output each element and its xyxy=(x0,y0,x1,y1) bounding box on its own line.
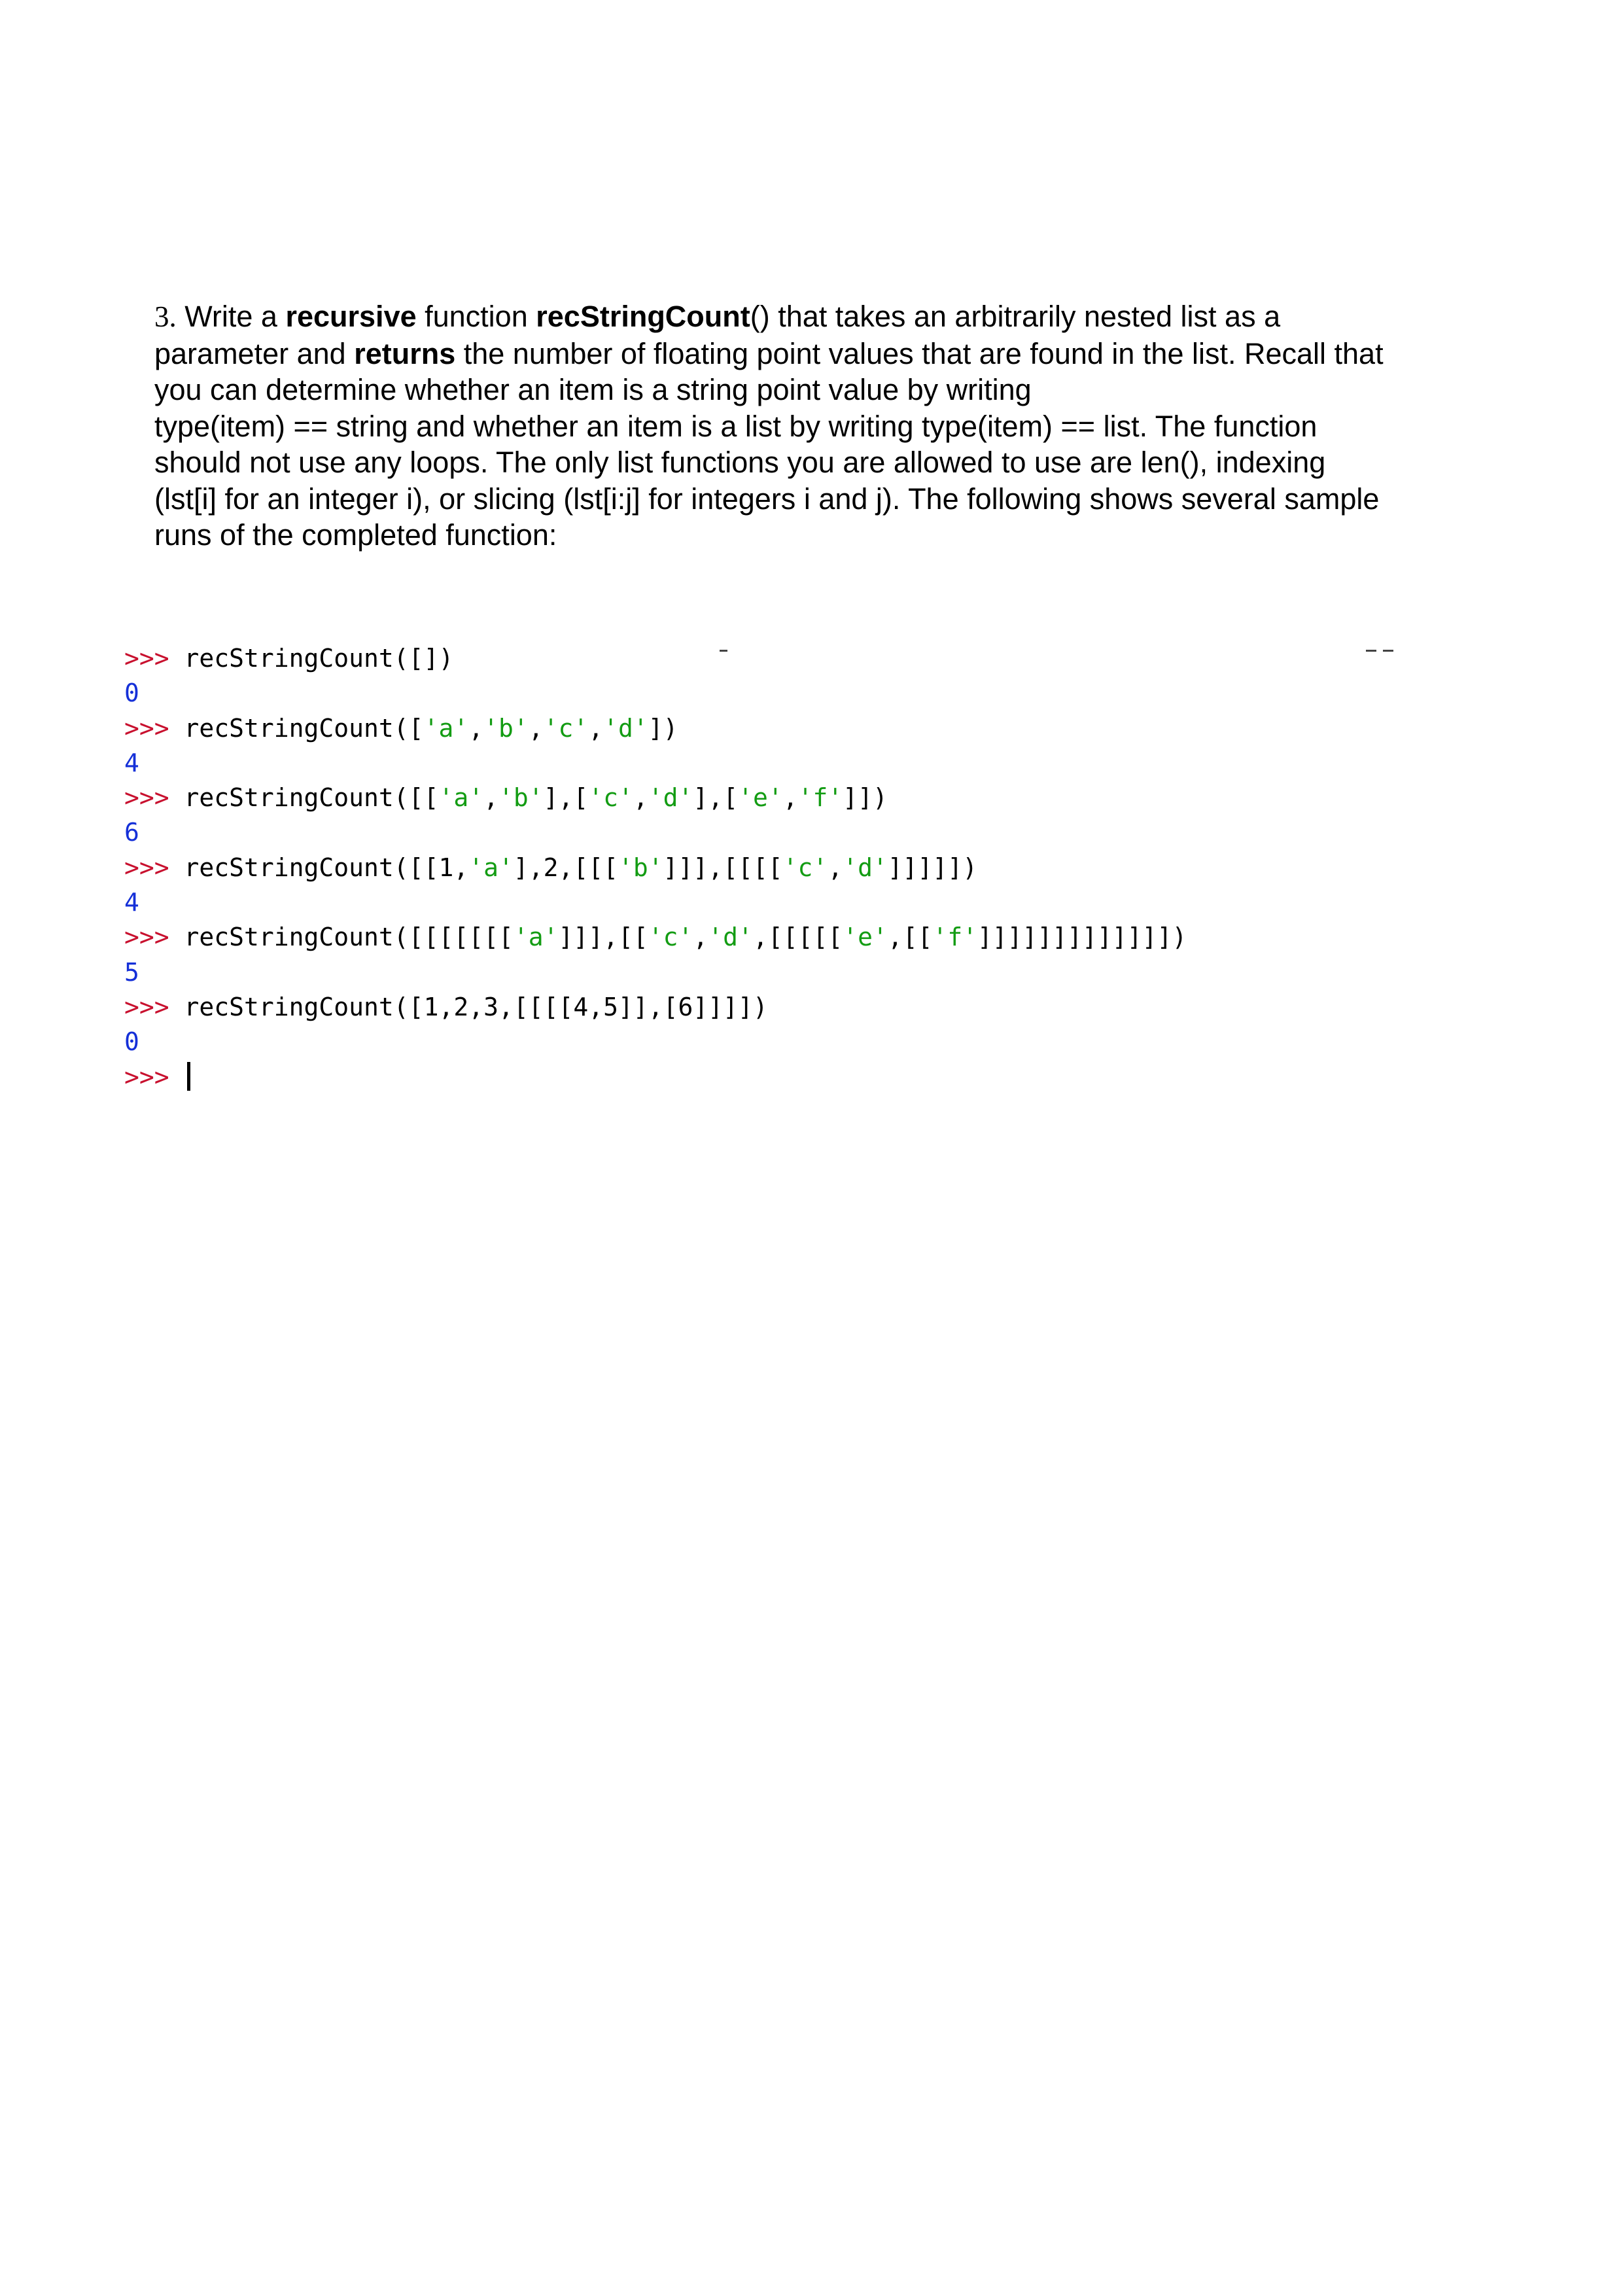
string-literal: 'f' xyxy=(797,783,843,813)
code-text: ]]) xyxy=(843,783,888,813)
shell-command-line xyxy=(124,990,1433,1025)
question-line-6: (lst[i] for an integer i), or slicing (lst[i:j] for integers i and j). The following shows several sample xyxy=(154,482,1380,516)
shell-command-line xyxy=(124,781,1433,815)
code-text: , xyxy=(468,713,484,743)
code-text: ,[[ xyxy=(887,923,933,952)
code-text: , xyxy=(528,713,544,743)
string-literal: 'a' xyxy=(468,853,514,882)
code-text: , xyxy=(588,713,604,743)
code-text: recStringCount([[[[[[[ xyxy=(184,923,514,952)
keyword-returns: returns xyxy=(354,336,456,370)
string-literal: 'b' xyxy=(483,713,529,743)
shell-active-prompt-line[interactable] xyxy=(124,1060,1433,1095)
shell-output-line: 0 xyxy=(124,679,139,708)
string-literal: 'b' xyxy=(618,853,663,882)
code-text: ]) xyxy=(648,713,678,743)
shell-prompt: >>> xyxy=(124,783,184,813)
string-literal: 'c' xyxy=(543,713,589,743)
shell-prompt: >>> xyxy=(124,644,184,673)
string-literal: 'e' xyxy=(843,923,888,952)
shell-output-line: 5 xyxy=(124,957,139,987)
code-text: ]]],[[ xyxy=(558,923,648,952)
shell-prompt: >>> xyxy=(124,1062,184,1091)
string-literal: 'e' xyxy=(738,783,783,813)
code-text: ],[ xyxy=(693,783,739,813)
code-text: recStringCount([ xyxy=(184,713,424,743)
code-text: ]]],[[[[ xyxy=(663,853,783,882)
question-line-2: parameter and returns the number of floating point values that are found in the list. Recall that xyxy=(154,336,1384,370)
shell-output-line: 0 xyxy=(124,1027,139,1057)
string-literal: 'd' xyxy=(708,923,753,952)
question-line-3: you can determine whether an item is a string point value by writing xyxy=(154,373,1032,406)
string-literal: 'a' xyxy=(423,713,469,743)
function-name: recStringCount xyxy=(536,300,750,333)
code-text: ],[ xyxy=(543,783,589,813)
shell-command-line xyxy=(124,851,1433,885)
question-number: 3. xyxy=(154,300,177,333)
code-text: ],2,[[[ xyxy=(513,853,618,882)
question-text xyxy=(154,298,1495,554)
question-line-7: runs of the completed function: xyxy=(154,518,557,552)
shell-command-line xyxy=(124,711,1433,746)
code-text: recStringCount([]) xyxy=(184,644,454,673)
code-text: , xyxy=(782,783,798,813)
question-line-5: should not use any loops. The only list functions you are allowed to use are len(), indexing xyxy=(154,446,1326,479)
code-text: ]]]]]) xyxy=(887,853,978,882)
code-text: ]]]]]]]]]]]]]) xyxy=(977,923,1187,952)
keyword-recursive: recursive xyxy=(285,300,417,333)
question-line-1: 3. Write a recursive function recStringCount() that takes an arbitrarily nested list as a xyxy=(154,300,1281,333)
code-text: , xyxy=(828,853,843,882)
shell-prompt: >>> xyxy=(124,923,184,952)
string-literal: 'c' xyxy=(588,783,633,813)
python-shell-output xyxy=(124,641,1433,1095)
code-text: , xyxy=(693,923,708,952)
code-text: , xyxy=(483,783,498,813)
shell-prompt: >>> xyxy=(124,713,184,743)
shell-prompt: >>> xyxy=(124,992,184,1021)
shell-output-line: 4 xyxy=(124,748,139,777)
string-literal: 'd' xyxy=(648,783,693,813)
shell-command-line xyxy=(124,641,1433,676)
code-text: , xyxy=(633,783,648,813)
code-text: recStringCount([[1, xyxy=(184,853,469,882)
text-cursor xyxy=(187,1062,190,1091)
string-literal: 'c' xyxy=(648,923,693,952)
question-line-4: type(item) == string and whether an item is a list by writing type(item) == list. The function xyxy=(154,409,1318,443)
string-literal: 'd' xyxy=(843,853,888,882)
code-text: ,[[[[[ xyxy=(752,923,843,952)
string-literal: 'b' xyxy=(498,783,544,813)
string-literal: 'd' xyxy=(603,713,648,743)
code-text: recStringCount([[ xyxy=(184,783,439,813)
string-literal: 'c' xyxy=(782,853,828,882)
shell-prompt: >>> xyxy=(124,853,184,882)
string-literal: 'f' xyxy=(932,923,978,952)
string-literal: 'a' xyxy=(513,923,559,952)
string-literal: 'a' xyxy=(438,783,484,813)
shell-output-line: 4 xyxy=(124,888,139,917)
shell-output-line: 6 xyxy=(124,818,139,847)
shell-command-line xyxy=(124,920,1433,955)
code-text: recStringCount([1,2,3,[[[[4,5]],[6]]]]) xyxy=(184,992,768,1021)
